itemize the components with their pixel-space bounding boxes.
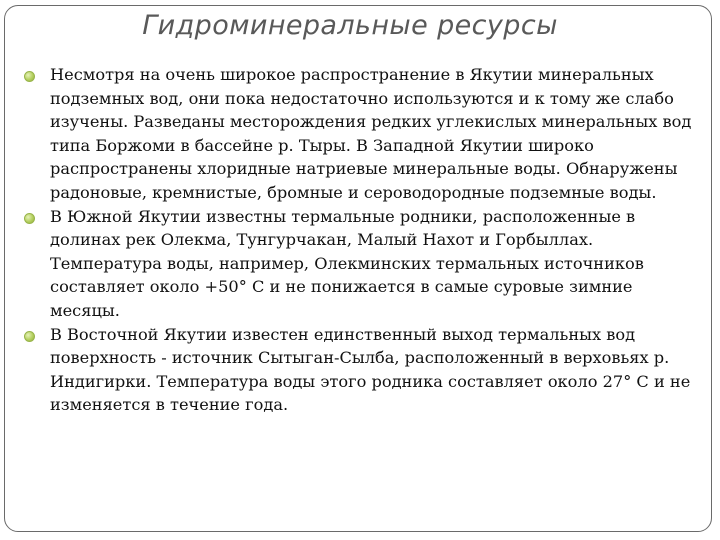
bullet-dot-icon: [24, 213, 35, 224]
slide-title: Гидроминеральные ресурсы: [142, 10, 558, 41]
bullet-text: В Южной Якутии известны термальные родники, расположенные в долинах рек Олекма, Тунгурчакан, Малый Нахот и Горбыллах. Температура воды, например, Олекминских термальных источников составляет около +50° С и не понижается в самые суровые зимние месяцы.: [50, 206, 644, 320]
bullet-list: [22, 63, 694, 417]
bullet-item: [22, 323, 694, 417]
bullet-item: [22, 205, 694, 323]
bullet-text: Несмотря на очень широкое распространение в Якутии минеральных подземных вод, они пока недостаточно используются и к тому же слабо изучены. Разведаны месторождения редких углекислых минеральных вод типа Боржоми в бассейне р. Тыры. В Западной Якутии широко распространены хлоридные натриевые минеральные воды. Обнаружены радоновые, кремнистые, бромные и сероводородные подземные воды.: [50, 65, 692, 202]
bullet-dot-icon: [24, 71, 35, 82]
bullet-dot-icon: [24, 331, 35, 342]
bullet-text: В Восточной Якутии известен единственный выход термальных вод поверхность - источник Сытыган-Сылба, расположенный в верховьях р. Индигирки. Температура воды этого родника составляет около 27° С и не изменяется в течение года.: [50, 324, 691, 415]
bullet-item: [22, 63, 694, 205]
